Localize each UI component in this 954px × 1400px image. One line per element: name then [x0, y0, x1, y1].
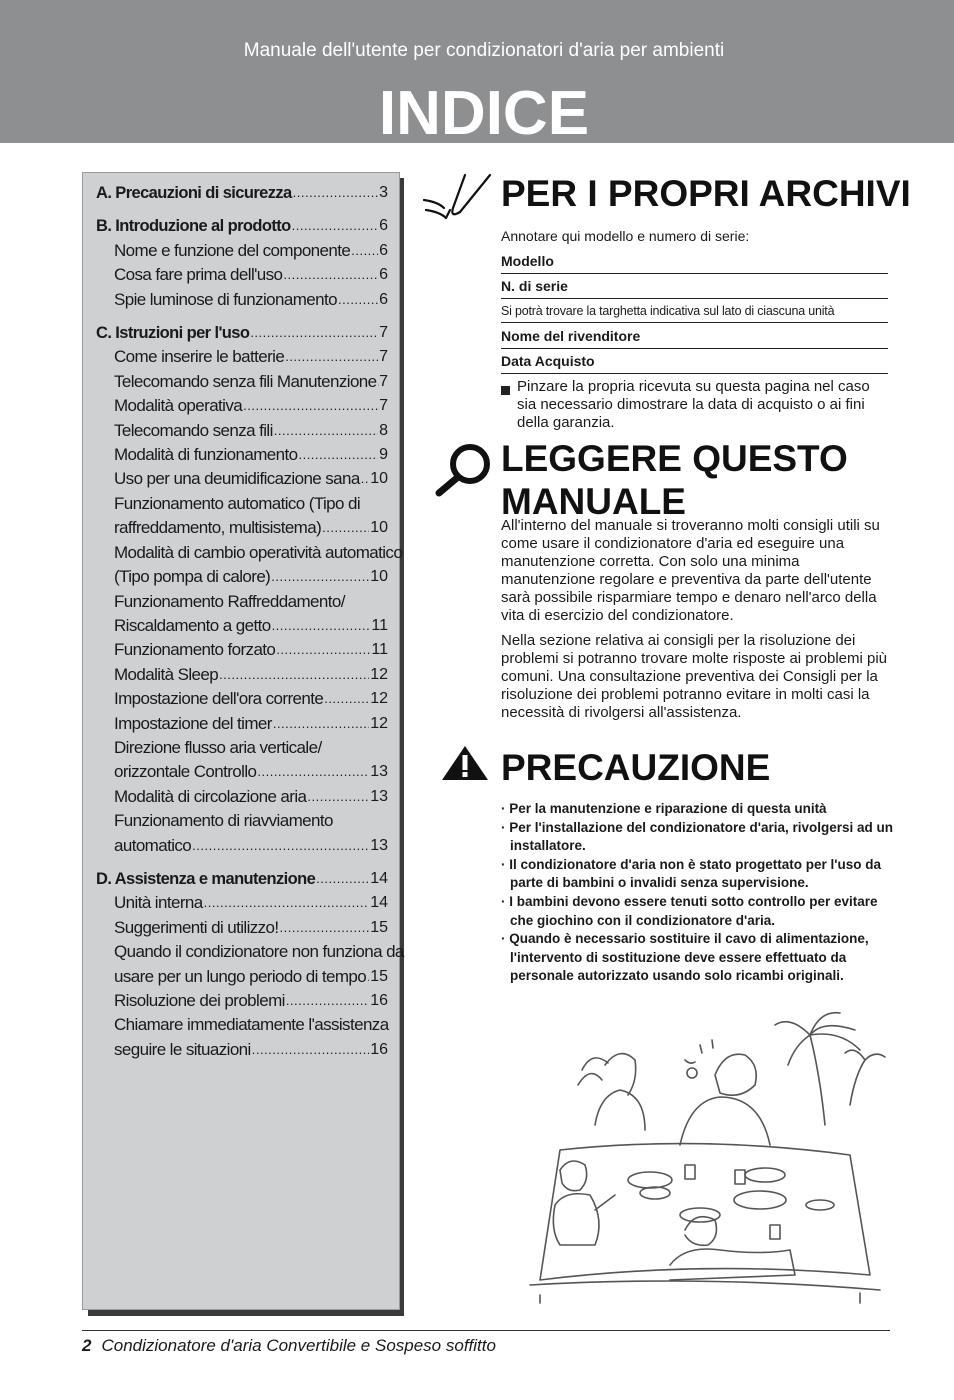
toc-leader [298, 443, 378, 467]
toc-item[interactable] [96, 370, 388, 394]
toc-leader [285, 345, 378, 369]
toc-section-heading[interactable] [96, 214, 388, 238]
toc-leader [274, 419, 378, 443]
toc-section [96, 321, 403, 858]
toc-item[interactable] [96, 345, 388, 369]
toc-item-label: Modalità di funzionamento [114, 445, 298, 465]
toc-item[interactable] [96, 760, 388, 784]
toc-item[interactable] [96, 712, 388, 736]
toc-page: 7 [379, 372, 388, 390]
toc-page: 6 [379, 266, 388, 284]
toc-item[interactable] [96, 785, 388, 809]
toc-leader [286, 989, 369, 1013]
toc-section-title: D. Assistenza e manutenzione [96, 869, 316, 888]
toc-page: 12 [370, 714, 388, 732]
toc-item-label: Come inserire le batterie [114, 347, 285, 367]
toc-leader [219, 663, 369, 687]
toc-list [96, 181, 404, 1071]
toc-item[interactable] [96, 239, 388, 263]
toc-leader [351, 239, 378, 263]
toc-item[interactable] [96, 614, 388, 638]
toc-item[interactable] [96, 263, 388, 287]
toc-leader [273, 712, 369, 736]
square-bullet-icon [501, 386, 510, 395]
page-footer [82, 1336, 496, 1356]
toc-item[interactable] [96, 687, 388, 711]
toc-item-label: Funzionamento automatico (Tipo di [114, 493, 361, 513]
toc-leader [316, 867, 369, 891]
page-header [0, 0, 954, 148]
toc-page: 6 [379, 290, 388, 308]
toc-leader [293, 181, 378, 205]
caution-item: · Quando è necessario sostituire il cavo di alimentazione, l'intervento di sostituzione deve essere effettuato da personale autorizzato usando solo ricambi originali. [501, 931, 869, 984]
toc-page: 16 [370, 992, 388, 1009]
toc-page: 15 [370, 918, 388, 936]
toc-leader [322, 516, 369, 540]
caution-item: · Il condizionatore d'aria non è stato progettato per l'uso da parte di bambini o invalidi senza supervisione. [501, 856, 881, 891]
toc-item-label: Telecomando senza fili Manutenzione [114, 371, 377, 391]
toc-item[interactable] [96, 1013, 388, 1037]
toc-item-label: seguire le situazioni [114, 1039, 251, 1059]
toc-leader [204, 891, 370, 915]
dealer-field: Nome del rivenditore [501, 328, 888, 349]
page-title: INDICE [378, 79, 590, 148]
toc-page: 8 [379, 421, 388, 439]
toc-item[interactable] [96, 663, 388, 687]
toc-item[interactable] [96, 891, 388, 915]
toc-item-label: Modalità di cambio operatività automatico [114, 542, 403, 562]
toc-item-label: Chiamare immediatamente l'assistenza [114, 1015, 389, 1035]
picnic-illustration [520, 1005, 890, 1305]
toc-item[interactable] [96, 419, 388, 443]
manual-subtitle: Manuale dell'utente per condizionatori d'aria per ambienti [243, 40, 725, 61]
toc-item-label: Funzionamento di riavviamento [114, 811, 333, 831]
toc-section-heading[interactable] [96, 181, 388, 205]
toc-page: 14 [370, 894, 388, 912]
toc-leader [292, 214, 378, 238]
toc-page: 15 [370, 967, 388, 985]
toc-page: 9 [379, 446, 388, 464]
toc-leader [271, 565, 369, 589]
toc-item[interactable] [96, 492, 388, 516]
toc-item-label: Funzionamento forzato [114, 640, 276, 660]
toc-item-label: orizzontale Controllo [114, 762, 257, 782]
toc-page: 6 [379, 241, 388, 259]
toc-item-label: Funzionamento Raffreddamento/ [114, 591, 345, 611]
toc-item-label: Uso per una deumidificazione sana [114, 469, 360, 489]
toc-item[interactable] [96, 541, 403, 565]
toc-leader [250, 321, 378, 345]
toc-page: 11 [371, 641, 388, 659]
serial-note: Si potrà trovare la targhetta indicativa sul lato di ciascuna unità [501, 304, 888, 323]
toc-section-title: B. Introduzione al prodotto [96, 217, 291, 236]
toc-item[interactable] [96, 565, 388, 589]
toc-item-label: raffreddamento, multisistema) [114, 518, 322, 538]
toc-page: 12 [370, 690, 388, 708]
toc-item-label: Quando il condizionatore non funziona da [114, 942, 404, 962]
toc-leader [361, 467, 369, 491]
toc-item[interactable] [96, 916, 388, 940]
toc-page: 7 [379, 348, 388, 366]
toc-item[interactable] [96, 809, 388, 833]
toc-leader [276, 638, 370, 662]
caution-item: · I bambini devono essere tenuti sotto controllo per evitare che giochino con il condizionatore d'aria. [501, 893, 878, 928]
toc-item[interactable] [96, 1038, 388, 1062]
page-number: 2 [82, 1336, 92, 1355]
toc-page: 13 [370, 763, 388, 781]
toc-item-label: automatico [114, 835, 192, 855]
toc-page: 14 [370, 869, 388, 887]
toc-leader [367, 965, 369, 989]
toc-page: 13 [370, 836, 388, 854]
toc-section-heading[interactable] [96, 321, 388, 345]
purchase-date-field: Data Acquisto [501, 353, 888, 374]
toc-item[interactable] [96, 940, 404, 964]
toc-page: 10 [370, 519, 388, 537]
toc-item-label: Impostazione del timer [114, 713, 272, 733]
model-field: Modello [501, 253, 888, 274]
read-manual-para1: All'interno del manuale si troveranno molti consigli utili su come usare il condizionatore d'aria ed eseguire una manutenzione corretta. Con solo una minima manutenzione regolare e preventiva da parte dell'utente sarà possibile risparmiare tempo e denaro nell'arco della vita di esercizio del condizionatore. [501, 517, 880, 624]
records-intro: Annotare qui modello e numero di serie: [501, 228, 750, 244]
toc-page: 13 [370, 787, 388, 805]
toc-item-label: Nome e funzione del componente [114, 240, 351, 260]
toc-section-heading[interactable] [96, 867, 388, 891]
caution-list [501, 800, 893, 986]
toc-page: 11 [371, 616, 388, 634]
records-title: PER I PROPRI ARCHIVI [501, 173, 911, 214]
pen-icon [420, 170, 495, 225]
toc-item[interactable] [96, 965, 388, 989]
toc-leader [243, 394, 378, 418]
toc-item-label: (Tipo pompa di calore) [114, 567, 271, 587]
toc-leader [252, 1038, 369, 1062]
read-manual-title-line2: MANUALE [501, 481, 686, 522]
toc-leader [283, 263, 378, 287]
toc-leader [307, 785, 369, 809]
toc-item-label: Cosa fare prima dell'uso [114, 265, 283, 285]
toc-leader [338, 288, 378, 312]
toc-page: 6 [379, 217, 388, 235]
toc-item-label: Unità interna [114, 893, 203, 913]
toc-leader [378, 370, 379, 394]
receipt-note [501, 378, 891, 432]
toc-item[interactable] [96, 443, 388, 467]
toc-leader [192, 834, 369, 858]
toc-leader [324, 687, 369, 711]
table-of-contents [82, 172, 404, 1310]
caution-item: · Per l'installazione del condizionatore d'aria, rivolgersi ad un installatore. [501, 819, 894, 854]
toc-page: 12 [370, 665, 388, 683]
toc-leader [272, 614, 371, 638]
toc-item-label: usare per un lungo periodo di tempo [114, 966, 367, 986]
toc-item-label: Telecomando senza fili [114, 420, 273, 440]
toc-item-label: Modalità Sleep [114, 664, 219, 684]
toc-item-label: Suggerimenti di utilizzo! [114, 917, 279, 937]
footer-text: Condizionatore d'aria Convertibile e Sospeso soffitto [101, 1336, 496, 1355]
toc-item[interactable] [96, 467, 388, 491]
toc-item[interactable] [96, 590, 388, 614]
toc-section-title: A. Precauzioni di sicurezza [96, 184, 292, 202]
toc-item-label: Modalità di circolazione aria [114, 786, 307, 806]
toc-page: 10 [370, 568, 388, 586]
toc-section-title: C. Istruzioni per l'uso [96, 324, 250, 343]
caution-item: · Per la manutenzione e riparazione di questa unità [501, 801, 827, 816]
toc-item[interactable] [96, 516, 388, 540]
receipt-note-text: Pinzare la propria ricevuta su questa pagina nel caso sia necessario dimostrare la data di acquisto o ai fini della garanzia. [517, 378, 870, 431]
toc-leader [280, 916, 370, 940]
read-manual-para2: Nella sezione relativa ai consigli per la risoluzione dei problemi si potranno trovare molte risposte ai problemi più comuni. Una consultazione preventiva dei Consigli per la risoluzione dei problemi potranno evitare in molti casi la necessità di rivolgersi all'assistenza. [501, 632, 888, 721]
toc-item[interactable] [96, 394, 388, 418]
toc-item[interactable] [96, 638, 388, 662]
footer-rule [82, 1330, 890, 1331]
toc-page: 7 [379, 397, 388, 415]
toc-page: 3 [379, 184, 388, 201]
toc-item[interactable] [96, 288, 388, 312]
toc-page: 16 [370, 1040, 388, 1058]
toc-item[interactable] [96, 989, 388, 1013]
toc-section [96, 867, 404, 1062]
toc-section [96, 181, 388, 205]
caution-title: PRECAUZIONE [501, 747, 771, 788]
warning-icon [440, 744, 490, 782]
toc-section [96, 214, 388, 312]
read-manual-title-line1: LEGGERE QUESTO [501, 438, 848, 479]
toc-page: 10 [370, 470, 388, 488]
toc-item-label: Riscaldamento a getto [114, 615, 271, 635]
toc-item-label: Spie luminose di funzionamento [114, 289, 337, 309]
serial-field: N. di serie [501, 278, 888, 299]
toc-item[interactable] [96, 834, 388, 858]
toc-item-label: Modalità operativa [114, 396, 243, 416]
toc-item-label: Risoluzione dei problemi [114, 991, 285, 1010]
toc-leader [257, 760, 369, 784]
toc-item-label: Impostazione dell'ora corrente [114, 689, 324, 709]
toc-item-label: Direzione flusso aria verticale/ [114, 737, 322, 757]
toc-item[interactable] [96, 736, 388, 760]
toc-page: 7 [379, 324, 388, 342]
magnifier-icon [432, 440, 494, 500]
